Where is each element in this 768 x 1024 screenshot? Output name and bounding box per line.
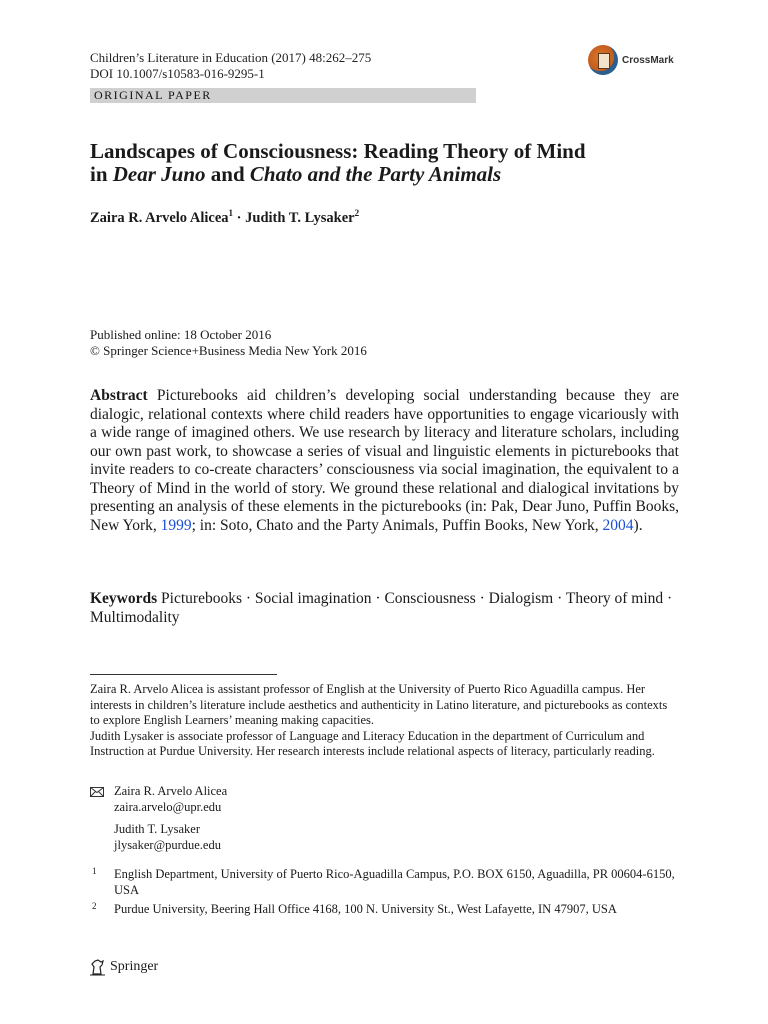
springer-horse-icon bbox=[90, 958, 106, 976]
title-line1: Landscapes of Consciousness: Reading Theory of Mind bbox=[90, 139, 586, 163]
article-type-bar: ORIGINAL PAPER bbox=[90, 88, 476, 103]
doi: DOI 10.1007/s10583-016-9295-1 bbox=[90, 66, 265, 81]
authors bbox=[90, 208, 359, 227]
keywords-label: Keywords bbox=[90, 590, 158, 607]
keywords-text: Picturebooks · Social imagination · Consciousness · Dialogism · Theory of mind · Multimodality bbox=[90, 590, 673, 626]
abstract-text-3: ). bbox=[633, 516, 643, 534]
author-1: Zaira R. Arvelo Alicea bbox=[90, 209, 229, 226]
affiliation-2-number: 2 bbox=[92, 901, 97, 911]
contact-1 bbox=[114, 784, 227, 815]
contact-2-email[interactable]: jlysaker@purdue.edu bbox=[114, 837, 221, 852]
contact-1-name: Zaira R. Arvelo Alicea bbox=[114, 784, 228, 798]
published-date: Published online: 18 October 2016 bbox=[90, 327, 272, 342]
footnote-divider bbox=[90, 674, 277, 675]
affiliation-1-number: 1 bbox=[92, 866, 97, 876]
contact-1-email[interactable]: zaira.arvelo@upr.edu bbox=[114, 799, 222, 814]
author-1-affil: 1 bbox=[228, 208, 234, 218]
affiliation-1: English Department, University of Puerto Rico-Aguadilla Campus, P.O. BOX 6150, Aguadilla, PR 00604-6150, USA bbox=[114, 867, 675, 897]
bio-1: Zaira R. Arvelo Alicea is assistant professor of English at the University of Puerto Rico Aguadilla campus. Her interests in children’s literature include aesthetics and authenticity in Latino literature, and picturebooks as contexts to explore English Learners’ meaning making capacities. bbox=[90, 682, 668, 727]
abstract-text-2: ; in: Soto, Chato and the Party Animals, Puffin Books, New York, bbox=[191, 516, 603, 534]
title-in: in bbox=[90, 162, 113, 186]
envelope-icon bbox=[90, 787, 104, 797]
abstract bbox=[90, 387, 679, 535]
title-book2: Chato and the Party Animals bbox=[249, 162, 502, 186]
publisher-logo bbox=[90, 958, 158, 976]
publisher-name: Springer bbox=[110, 959, 159, 974]
copyright: © Springer Science+Business Media New York 2016 bbox=[90, 343, 367, 358]
contact-2-name: Judith T. Lysaker bbox=[114, 822, 200, 836]
author-2: Judith T. Lysaker bbox=[245, 209, 355, 226]
abstract-text-1: Picturebooks aid children’s developing social understanding because they are dialogic, relational contexts where child readers have opportunities to engage vicariously with a wide range of imagined others. We use research by literacy and literature scholars, including our own past work, to showcase a series of visual and linguistic elements in picturebooks that invite readers to co-create characters’ consciousness via social imagination, the equivalent to a Theory of Mind in the world of story. We ground these relational and dialogical invitations by presenting an analysis of these elements in the picturebooks (in: Pak, Dear Juno, Puffin Books, New York, bbox=[90, 387, 679, 534]
crossmark-badge[interactable] bbox=[588, 44, 690, 76]
abstract-label: Abstract bbox=[90, 387, 148, 404]
crossmark-icon bbox=[588, 45, 618, 75]
paper-title bbox=[90, 140, 690, 186]
title-book1: Dear Juno bbox=[112, 162, 206, 186]
author-separator: · bbox=[233, 209, 246, 226]
author-2-affil: 2 bbox=[354, 208, 360, 218]
journal-citation: Children’s Literature in Education (2017) 48:262–275 bbox=[90, 50, 372, 65]
contact-2 bbox=[114, 822, 221, 853]
bio-2: Judith Lysaker is associate professor of Language and Literacy Education in the department of Curriculum and Instruction at Purdue University. Her research interests include relational aspects of literacy, particularly reading. bbox=[90, 728, 655, 758]
affiliation-2: Purdue University, Beering Hall Office 4168, 100 N. University St., West Lafayette, IN 47907, USA bbox=[114, 902, 617, 916]
keywords bbox=[90, 590, 679, 627]
title-and: and bbox=[205, 162, 250, 186]
citation-link-2004[interactable]: 2004 bbox=[602, 516, 634, 534]
citation-link-1999[interactable]: 1999 bbox=[160, 516, 192, 534]
author-bio bbox=[90, 682, 679, 760]
crossmark-label: CrossMark bbox=[622, 54, 674, 66]
